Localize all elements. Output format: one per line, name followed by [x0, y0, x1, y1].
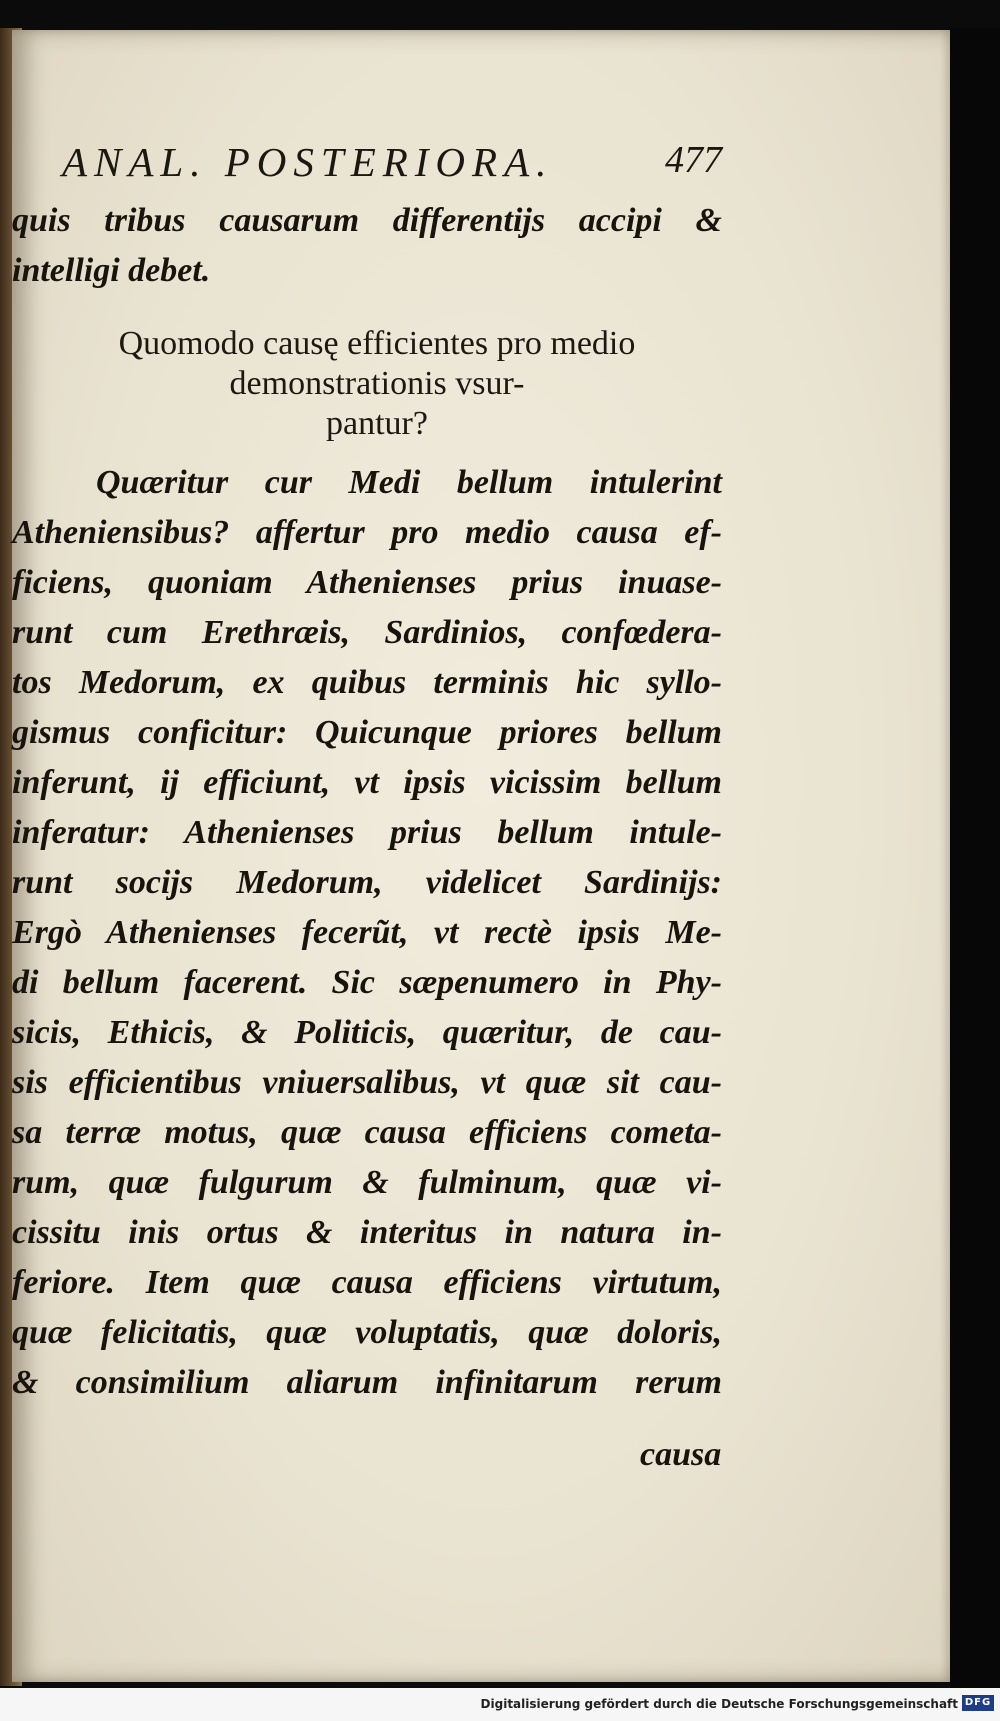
text-line: & consimilium aliarum infinitarum rerum	[12, 1364, 722, 1401]
text-line: sis efficientibus vniuersalibus, vt quæ sit cau-	[12, 1064, 722, 1101]
text-line: quis tribus causarum differentijs accipi &	[12, 202, 722, 239]
text-line: gismus conficitur: Quicunque priores bellum	[12, 714, 722, 751]
heading-line: Quomodo causę efficientes pro medio	[118, 325, 636, 362]
running-title: ANAL. POSTERIORA.	[62, 139, 554, 185]
text-line: intelligi debet.	[12, 252, 211, 289]
section-heading	[12, 324, 722, 444]
text-line: runt cum Erethræis, Sardinios, confœdera-	[12, 614, 722, 651]
heading-line: demonstrationis vsur-	[229, 365, 525, 402]
catchword: causa	[640, 1436, 722, 1473]
text-block	[12, 196, 722, 1408]
heading-line: pantur?	[326, 405, 428, 442]
paragraph-first-line: Quæritur cur Medi bellum intulerint	[96, 464, 722, 501]
dfg-logo-icon: DFG	[962, 1695, 994, 1711]
text-line: cissitu inis ortus & interitus in natura in-	[12, 1214, 722, 1251]
text-line: quæ felicitatis, quæ voluptatis, quæ doloris,	[12, 1314, 722, 1351]
text-line: rum, quæ fulgurum & fulminum, quæ vi-	[12, 1164, 722, 1201]
text-line: tos Medorum, ex quibus terminis hic syllo-	[12, 664, 722, 701]
footer-credit: Digitalisierung gefördert durch die Deutsche Forschungsgemeinschaft	[480, 1697, 958, 1711]
page-number: 477	[665, 139, 722, 181]
text-line: Ergò Athenienses fecerũt, vt rectè ipsis Me-	[12, 914, 722, 951]
text-line: inferatur: Athenienses prius bellum intule-	[12, 814, 722, 851]
text-line: sicis, Ethicis, & Politicis, quæritur, de cau-	[12, 1014, 722, 1051]
text-line: Atheniensibus? affertur pro medio causa ef-	[12, 514, 722, 551]
text-line: runt socijs Medorum, videlicet Sardinijs:	[12, 864, 722, 901]
text-line: feriore. Item quæ causa efficiens virtutum,	[12, 1264, 722, 1301]
text-line: sa terræ motus, quæ causa efficiens cometa-	[12, 1114, 722, 1151]
running-head	[62, 138, 722, 186]
text-line: di bellum facerent. Sic sæpenumero in Phy-	[12, 964, 722, 1001]
text-line: inferunt, ij efficiunt, vt ipsis vicissim bellum	[12, 764, 722, 801]
scan-background	[950, 28, 1000, 1688]
text-line: ficiens, quoniam Athenienses prius inuase-	[12, 564, 722, 601]
